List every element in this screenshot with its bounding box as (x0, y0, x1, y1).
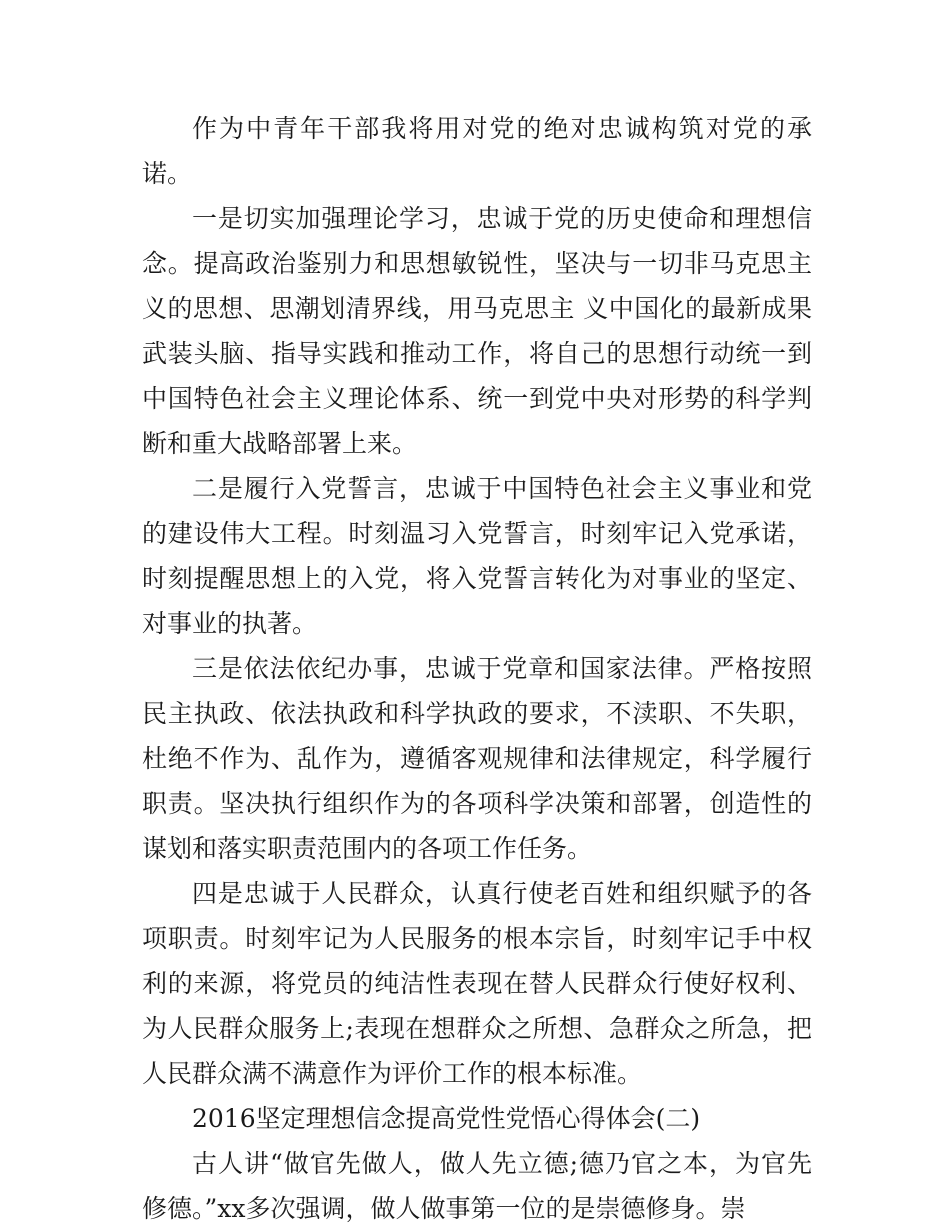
paragraph-section-two-start: 古人讲“做官先做人，做人先立德;德乃官之本，为官先修德。”xx多次强调，做人做事第一位的是崇德修身。崇 (142, 1149, 812, 1223)
paragraph-point-four: 四是忠诚于人民群众，认真行使老百姓和组织赋予的各项职责。时刻牢记为人民服务的根本宗旨，时刻牢记手中权利的来源，将党员的纯洁性表现在替人民群众行使好权利、为人民群众服务上;表现在想群众之所想、急群众之所急，把人民群众满不满意作为评价工作的根本标准。 (142, 879, 812, 1088)
document-body (142, 106, 812, 1231)
paragraph-point-three: 三是依法依纪办事，忠诚于党章和国家法律。严格按照民主执政、依法执政和科学执政的要求，不渎职、不失职，杜绝不作为、乱作为，遵循客观规律和法律规定，科学履行职责。坚决执行组织作为的各项科学决策和部署，创造性的谋划和落实职责范围内的各项工作任务。 (142, 654, 812, 863)
paragraph-point-two: 二是履行入党誓言，忠诚于中国特色社会主义事业和党的建设伟大工程。时刻温习入党誓言，时刻牢记入党承诺，时刻提醒思想上的入党，将入党誓言转化为对事业的坚定、对事业的执著。 (142, 474, 812, 638)
paragraph-point-one: 一是切实加强理论学习，忠诚于党的历史使命和理想信念。提高政治鉴别力和思想敏锐性，坚决与一切非马克思主义的思想、思潮划清界线，用马克思主 义中国化的最新成果武装头脑、指导实践和推动工作，将自己的思想行动统一到中国特色社会主义理论体系、统一到党中央对形势的科学判断和重大战略部署上来。 (142, 204, 812, 458)
section-heading: 2016坚定理想信念提高党性党悟心得体会(二) (192, 1104, 701, 1133)
paragraph-intro: 作为中青年干部我将用对党的绝对忠诚构筑对党的承诺。 (142, 114, 812, 188)
